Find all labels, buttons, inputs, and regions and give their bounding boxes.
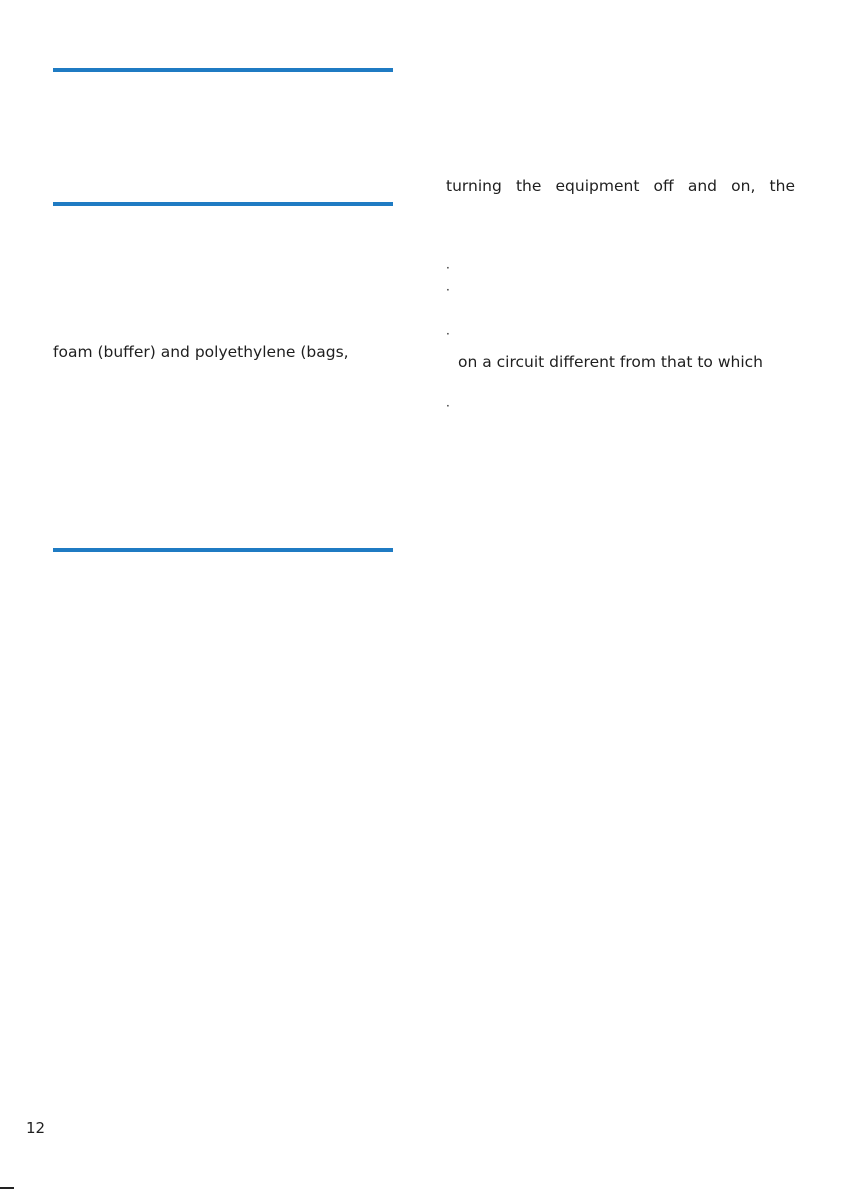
bullet-continuation-line: on a circuit different from that to which (458, 353, 763, 371)
list-bullet: · (446, 327, 450, 341)
page-number: 12 (26, 1119, 46, 1137)
word: and (687, 177, 718, 195)
crop-mark (0, 1187, 14, 1189)
list-bullet: · (446, 399, 450, 413)
word: equipment (555, 177, 640, 195)
section-heading-rule (53, 68, 393, 72)
list-bullet: · (446, 283, 450, 297)
section-heading-rule (53, 202, 393, 206)
body-text-line: foam (buffer) and polyethylene (bags, (53, 343, 349, 361)
word: on, (731, 177, 756, 195)
section-heading-rule (53, 548, 393, 552)
word: the (515, 177, 542, 195)
justified-body-line (446, 176, 795, 196)
word: the (769, 177, 795, 195)
word: turning (446, 177, 502, 195)
word: off (653, 177, 674, 195)
list-bullet: · (446, 261, 450, 275)
